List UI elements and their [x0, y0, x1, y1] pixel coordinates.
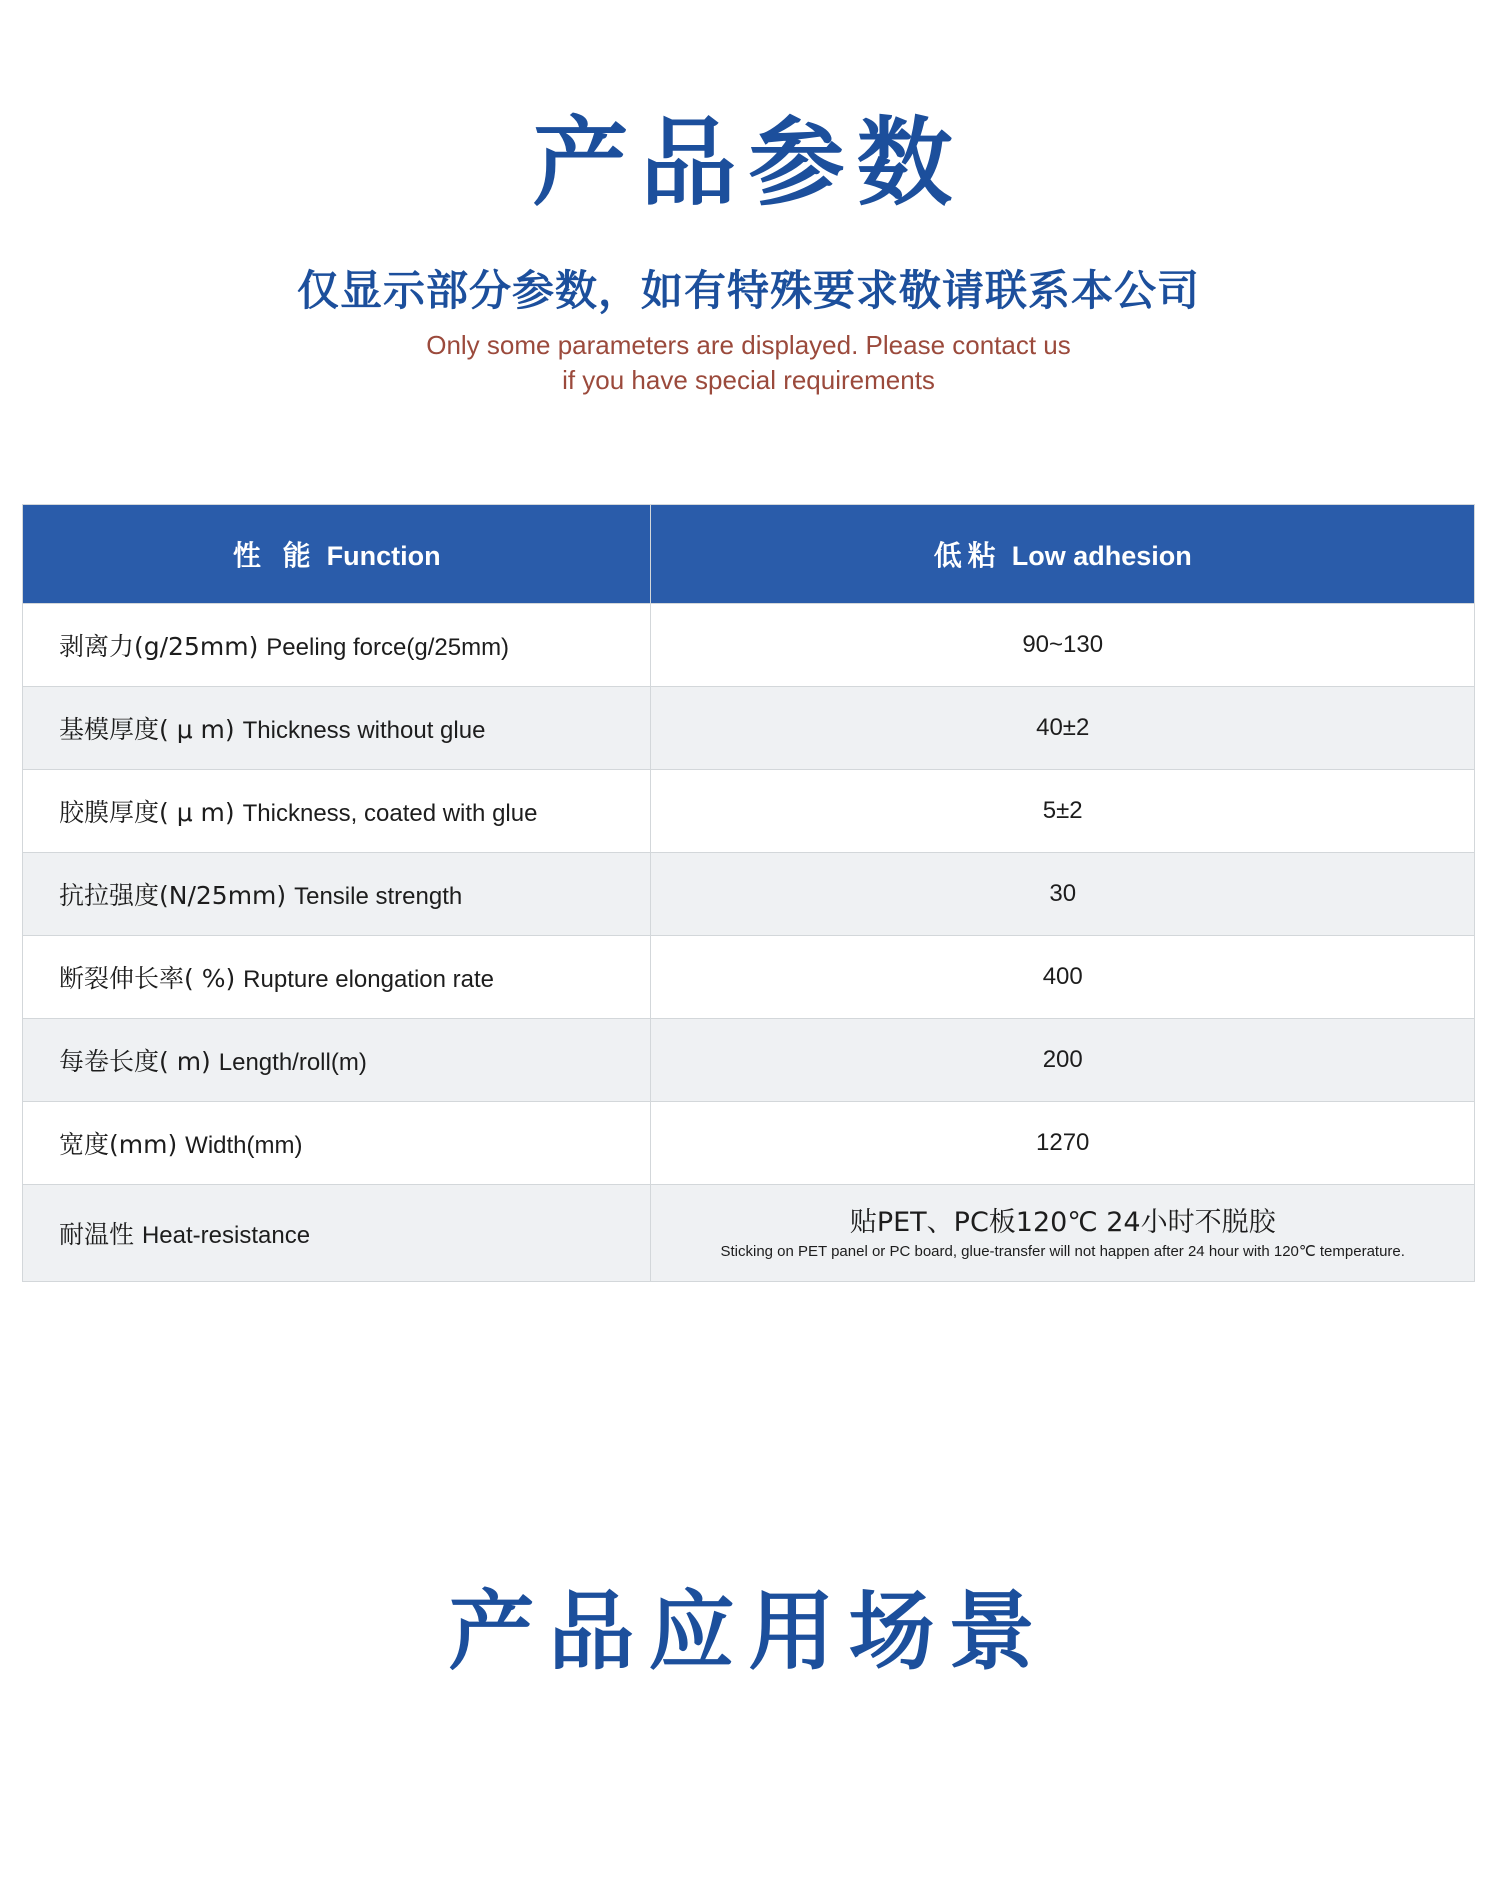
row-label-en: Thickness without glue: [242, 716, 486, 744]
table-row: [23, 1184, 1475, 1281]
subtitle-english: [0, 328, 1497, 398]
column-header-function-cn: 性 能: [232, 538, 317, 572]
row-label-en: Width(mm): [185, 1131, 303, 1159]
table-row: [23, 769, 1475, 852]
row-label: [23, 603, 651, 686]
column-header-low-adhesion-en: Low adhesion: [1011, 540, 1192, 571]
column-header-function: [23, 504, 651, 603]
row-value: 200: [651, 1018, 1475, 1101]
row-value: 1270: [651, 1101, 1475, 1184]
row-label-cn: 宽度(mm): [59, 1129, 178, 1159]
subtitle-english-line2: if you have special requirements: [562, 364, 935, 395]
row-label-cn: 抗拉强度(N/25mm): [59, 880, 287, 910]
row-label: [23, 1101, 651, 1184]
table-row: [23, 1018, 1475, 1101]
table-header-row: [23, 504, 1475, 603]
row-label-cn: 耐温性: [59, 1219, 135, 1249]
table-row: [23, 935, 1475, 1018]
row-label-cn: 基模厚度( μ m): [59, 714, 235, 744]
page-title: 产品参数: [532, 107, 965, 219]
page-header: [0, 0, 1497, 398]
spec-table-head: [23, 504, 1475, 603]
row-label-en: Tensile strength: [294, 882, 463, 910]
row-label: [23, 852, 651, 935]
subtitle-chinese: 仅显示部分参数，如有特殊要求敬请联系本公司: [296, 265, 1200, 315]
row-label-en: Rupture elongation rate: [243, 965, 495, 993]
spec-table-wrapper: [22, 504, 1475, 1282]
row-label-en: Peeling force(g/25mm): [266, 633, 510, 661]
row-label: [23, 769, 651, 852]
table-row: [23, 1101, 1475, 1184]
row-label: [23, 1018, 651, 1101]
column-header-function-en: Function: [326, 540, 441, 571]
column-header-low-adhesion-cn: 低粘: [933, 538, 1002, 572]
row-value-en: Sticking on PET panel or PC board, glue-transfer will not happen after 24 hour with 120℃ temperature.: [720, 1242, 1405, 1260]
section-title-applications: 产品应用场景: [448, 1581, 1049, 1682]
row-value: 5±2: [651, 769, 1475, 852]
row-label-en: Length/roll(m): [218, 1048, 367, 1076]
row-label-en: Heat-resistance: [141, 1221, 311, 1249]
spec-table-body: [23, 603, 1475, 1281]
row-label-cn: 断裂伸长率( %): [59, 963, 236, 993]
spec-table: [22, 504, 1475, 1282]
row-value-cn: 贴PET、PC板120℃ 24小时不脱胶: [849, 1206, 1276, 1238]
row-label: [23, 686, 651, 769]
column-header-low-adhesion: [651, 504, 1475, 603]
row-label: [23, 1184, 651, 1281]
row-label-en: Thickness, coated with glue: [242, 799, 538, 827]
row-label: [23, 935, 651, 1018]
row-label-cn: 剥离力(g/25mm): [59, 631, 259, 661]
table-row: [23, 603, 1475, 686]
row-label-cn: 胶膜厚度( μ m): [59, 797, 235, 827]
row-label-cn: 每卷长度( m): [59, 1046, 211, 1076]
row-value: 30: [651, 852, 1475, 935]
row-value: 40±2: [651, 686, 1475, 769]
table-row: [23, 686, 1475, 769]
table-row: [23, 852, 1475, 935]
row-value: 400: [651, 935, 1475, 1018]
row-value: 90~130: [651, 603, 1475, 686]
row-value: [651, 1184, 1475, 1281]
subtitle-english-line1: Only some parameters are displayed. Please contact us: [426, 329, 1071, 360]
